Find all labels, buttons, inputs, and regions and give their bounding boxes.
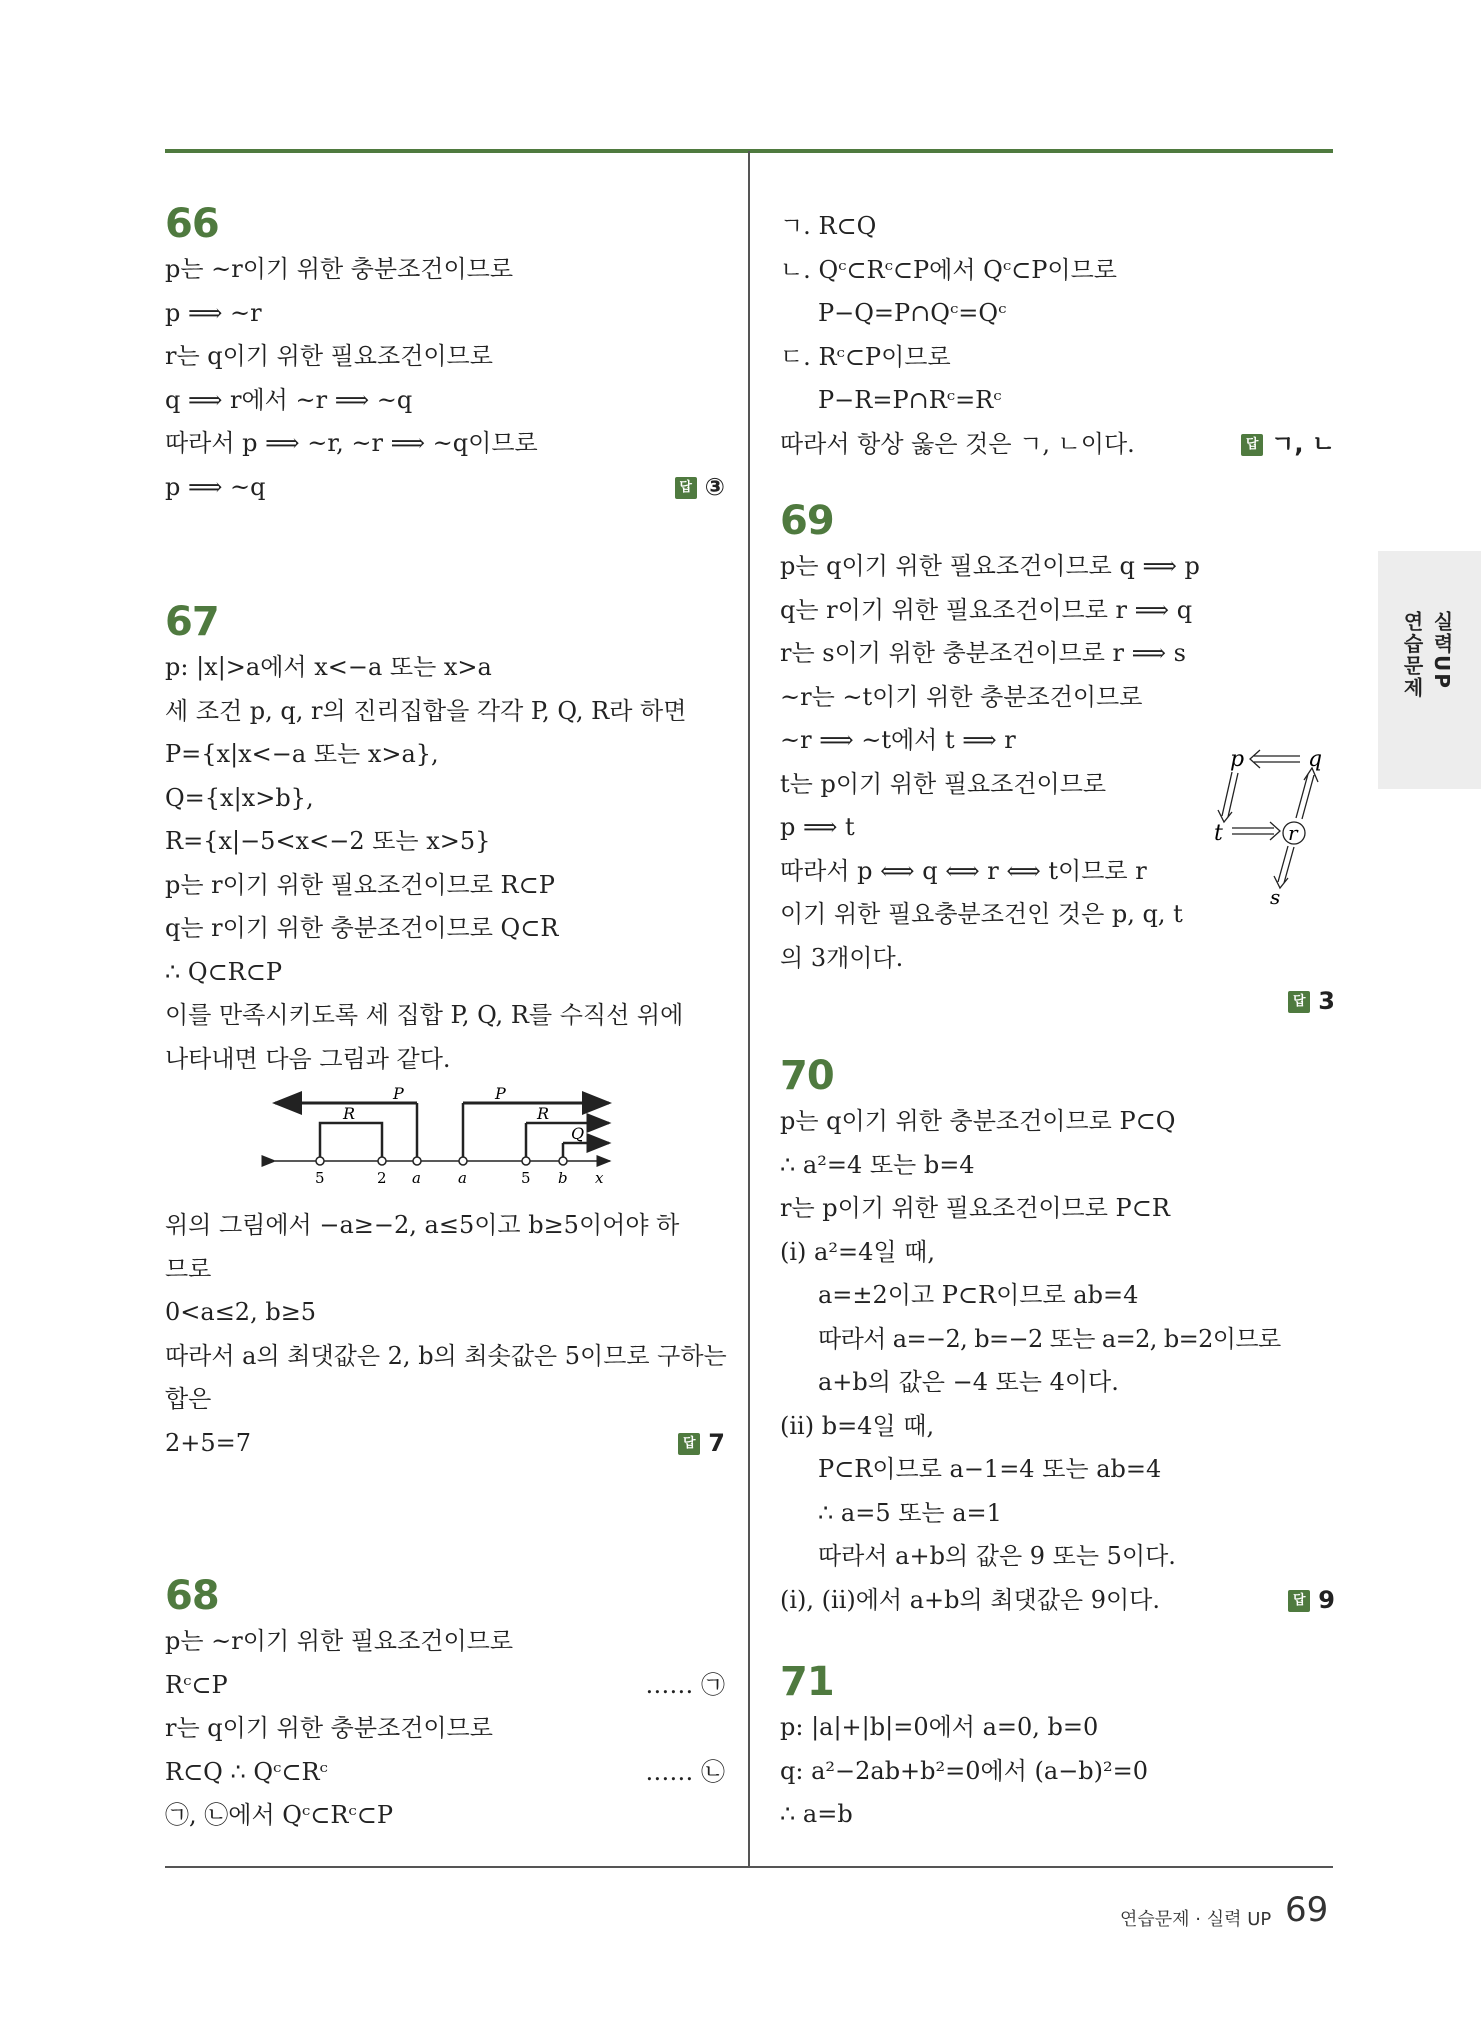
solution-line: q ⟹ r에서 ~r ⟹ ~q	[165, 385, 413, 414]
problem-70	[780, 1052, 1335, 1622]
problem-69	[780, 497, 1335, 1024]
problem-number: 69	[780, 498, 834, 544]
tick-label: a	[458, 1169, 467, 1187]
tick-label: 5	[521, 1169, 531, 1187]
label-x: x	[595, 1169, 604, 1187]
problem-68	[165, 1572, 725, 1838]
problem-number: 67	[165, 599, 219, 645]
label-q: Q	[571, 1124, 585, 1143]
answer-badge: 답	[675, 477, 697, 499]
answer-value: 9	[1318, 1585, 1335, 1614]
solution-line: 합은	[165, 1385, 212, 1413]
label-r: R	[537, 1104, 550, 1123]
column-divider	[748, 151, 750, 1867]
solution-line: p는 q이기 위한 필요조건이므로 q ⟹ p	[780, 552, 1200, 580]
solution-line: ~r ⟹ ~t에서 t ⟹ r	[780, 726, 1016, 754]
solution-line: 나타내면 다음 그림과 같다.	[165, 1044, 451, 1073]
answer-value: 7	[708, 1428, 725, 1457]
answer-value: 3	[1318, 987, 1335, 1015]
solution-line: p는 q이기 위한 충분조건이므로 P⊂Q	[780, 1107, 1176, 1135]
solution-line: (ii) b=4일 때,	[780, 1411, 935, 1440]
solution-line: ~r는 ~t이기 위한 충분조건이므로	[780, 682, 1143, 711]
solution-line: ∴ Q⊂R⊂P	[165, 957, 283, 986]
solution-text: 2+5=7	[165, 1428, 252, 1457]
node-r: r	[1288, 821, 1298, 845]
solution-line: 0<a≤2, b≥5	[165, 1298, 317, 1326]
open-point	[316, 1157, 324, 1165]
solution-line: 의 3개이다.	[780, 943, 904, 972]
equation-marker: …… ㉡	[645, 1757, 725, 1786]
answer	[675, 466, 725, 510]
side-tab-label: 실력UP	[1430, 611, 1454, 690]
solution-line: p는 r이기 위한 필요조건이므로 R⊂P	[165, 870, 555, 899]
solution-line: ∴ a=5 또는 a=1	[818, 1498, 1002, 1527]
answer	[1288, 1579, 1335, 1623]
node-s: s	[1270, 885, 1281, 909]
solution-text: p ⟹ ~q	[165, 472, 266, 501]
solution-line: 따라서 p ⟺ q ⟺ r ⟺ t이므로 r	[780, 856, 1147, 885]
implies-arrow	[1278, 846, 1288, 882]
solution-line: ㉠, ㉡에서 Qᶜ⊂Rᶜ⊂P	[165, 1801, 393, 1829]
label-r: R	[343, 1104, 356, 1123]
tick-label: a	[412, 1169, 421, 1187]
solution-line: 따라서 a=−2, b=−2 또는 a=2, b=2이므로	[818, 1324, 1281, 1353]
open-point	[378, 1157, 386, 1165]
solution-line: r는 s이기 위한 충분조건이므로 r ⟹ s	[780, 639, 1186, 667]
solution-line: 위의 그림에서 −a≥−2, a≤5이고 b≥5이어야 하	[165, 1211, 680, 1239]
open-point	[522, 1157, 530, 1165]
solution-line: p ⟹ ~r	[165, 298, 262, 327]
solution-line: ∴ a²=4 또는 b=4	[780, 1150, 975, 1179]
solution-line	[780, 980, 1335, 1024]
solution-line: p: |x|>a에서 x<−a 또는 x>a	[165, 653, 492, 681]
solution-line: a=±2이고 P⊂R이므로 ab=4	[818, 1281, 1139, 1309]
solution-line	[780, 423, 1335, 467]
number-line-figure	[165, 1081, 725, 1196]
solution-line: p는 ~r이기 위한 충분조건이므로	[165, 255, 514, 283]
open-point	[459, 1157, 467, 1165]
solution-line: q는 r이기 위한 필요조건이므로 r ⟹ q	[780, 595, 1193, 624]
solution-line: p는 ~r이기 위한 필요조건이므로	[165, 1627, 514, 1655]
solution-text: R⊂Q ∴ Qᶜ⊂Rᶜ	[165, 1757, 328, 1786]
problem-number: 68	[165, 1573, 219, 1619]
answer-value: ㄱ, ㄴ	[1271, 429, 1335, 458]
solution-line: P−R=P∩Rᶜ=Rᶜ	[818, 386, 1002, 414]
solution-line: t는 p이기 위한 필요조건이므로	[780, 769, 1107, 798]
answer-badge: 답	[1288, 1590, 1310, 1612]
node-p: p	[1230, 747, 1245, 772]
label-p: P	[495, 1084, 506, 1103]
open-point	[413, 1157, 421, 1165]
equation-marker: …… ㉠	[645, 1670, 725, 1699]
problem-number: 71	[780, 1659, 834, 1705]
section-side-tab	[1378, 551, 1481, 789]
solution-line: Q={x|x>b},	[165, 783, 314, 812]
solution-line: r는 q이기 위한 필요조건이므로	[165, 342, 493, 370]
solution-line: q는 r이기 위한 충분조건이므로 Q⊂R	[165, 914, 559, 942]
solution-line: p ⟹ t	[780, 813, 855, 841]
solution-line: r는 p이기 위한 필요조건이므로 P⊂R	[780, 1194, 1170, 1222]
problem-66	[165, 200, 725, 509]
tick-label: b	[558, 1169, 568, 1187]
tick-label: 5	[315, 1169, 325, 1187]
solution-line: p: |a|+|b|=0에서 a=0, b=0	[780, 1713, 1099, 1741]
solution-line: 세 조건 p, q, r의 진리집합을 각각 P, Q, R라 하면	[165, 696, 687, 725]
solution-line	[165, 1751, 725, 1795]
problem-71	[780, 1658, 1335, 1837]
problem-68-continued	[780, 205, 1335, 466]
node-q: q	[1308, 747, 1323, 772]
problem-number: 70	[780, 1053, 834, 1099]
solution-line: q: a²−2ab+b²=0에서 (a−b)²=0	[780, 1756, 1149, 1785]
solution-line: 따라서 a+b의 값은 9 또는 5이다.	[818, 1542, 1176, 1570]
solution-line: P={x|x<−a 또는 x>a},	[165, 740, 439, 768]
solution-text: Rᶜ⊂P	[165, 1670, 228, 1699]
solution-line: 이기 위한 필요충분조건인 것은 p, q, t	[780, 900, 1183, 928]
problem-67	[165, 598, 725, 1465]
answer	[1288, 980, 1335, 1024]
side-tab-label: 연습문제	[1400, 611, 1424, 699]
solution-line: 따라서 a의 최댓값은 2, b의 최솟값은 5이므로 구하는	[165, 1341, 727, 1370]
solution-line: P−Q=P∩Qᶜ=Qᶜ	[818, 299, 1007, 327]
solution-line: R={x|−5<x<−2 또는 x>5}	[165, 827, 491, 855]
set-r-left-bracket	[320, 1123, 382, 1161]
answer	[678, 1422, 725, 1466]
answer	[1241, 423, 1335, 467]
solution-line	[780, 1579, 1335, 1623]
solution-line: (i) a²=4일 때,	[780, 1237, 935, 1266]
solution-line: 이를 만족시키도록 세 집합 P, Q, R를 수직선 위에	[165, 1001, 684, 1029]
answer-badge: 답	[1241, 434, 1263, 456]
implies-arrow	[1296, 774, 1308, 818]
solution-line: P⊂R이므로 a−1=4 또는 ab=4	[818, 1455, 1162, 1483]
solution-line	[165, 466, 725, 510]
answer-value: ③	[704, 472, 725, 501]
solution-line: a+b의 값은 −4 또는 4이다.	[818, 1368, 1119, 1396]
solution-line: r는 q이기 위한 충분조건이므로	[165, 1714, 493, 1742]
solution-line: 따라서 p ⟹ ~r, ~r ⟹ ~q이므로	[165, 429, 538, 457]
open-point	[559, 1157, 567, 1165]
label-p: P	[393, 1084, 404, 1103]
footer-label: 연습문제 · 실력 UP	[1120, 1909, 1272, 1930]
answer-badge: 답	[678, 1433, 700, 1455]
solution-line: ㄱ. R⊂Q	[780, 212, 877, 240]
solution-line	[165, 1664, 725, 1708]
solution-line: ㄴ. Qᶜ⊂Rᶜ⊂P에서 Qᶜ⊂P이므로	[780, 255, 1117, 284]
solution-text: (i), (ii)에서 a+b의 최댓값은 9이다.	[780, 1585, 1160, 1614]
tick-label: 2	[377, 1169, 387, 1187]
solution-text: 따라서 항상 옳은 것은 ㄱ, ㄴ이다.	[780, 429, 1135, 458]
bottom-rule	[165, 1866, 1333, 1868]
page-number: 69	[1285, 1890, 1329, 1930]
solution-line: ㄷ. Rᶜ⊂P이므로	[780, 342, 951, 371]
solution-line	[165, 1422, 725, 1466]
solution-line: 므로	[165, 1254, 212, 1283]
node-t: t	[1214, 821, 1223, 846]
implies-arrow	[1222, 772, 1232, 816]
problem-number: 66	[165, 201, 219, 247]
implication-diagram	[1208, 742, 1328, 912]
solution-line: ∴ a=b	[780, 1800, 853, 1828]
answer-badge: 답	[1288, 991, 1310, 1013]
